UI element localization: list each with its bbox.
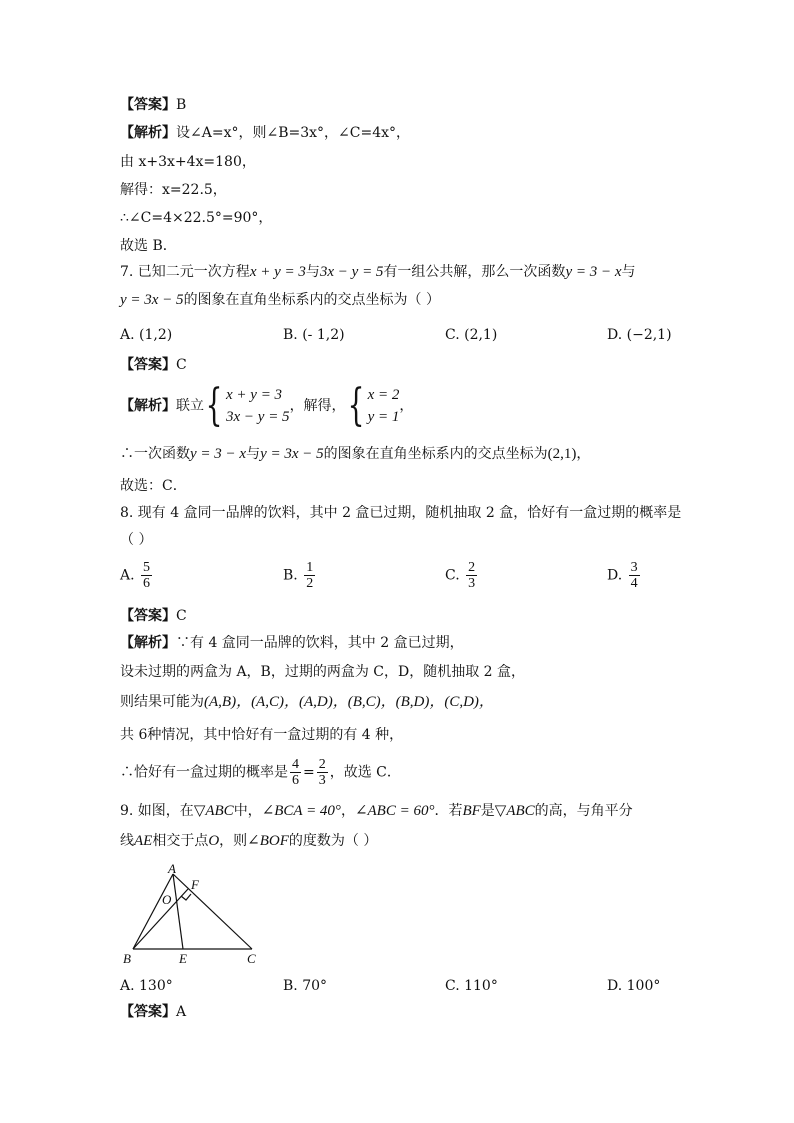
q7-text: 的图象在直角坐标系内的交点坐标为（ ） [183,292,441,308]
q9-point: O [208,833,220,849]
q7-equation-1: x + y = 3 [249,264,306,280]
answer-label: 【答案】 [120,357,176,373]
equation-system-1: { x + y = 3 3x − y = 5 [205,380,290,431]
label-b: B [123,951,131,966]
q7-analysis-2 [120,444,590,464]
q8-outcomes: (A,B)，(A,C)，(A,D)，(B,C)，(B,D)，(C,D)， [204,694,494,710]
answer-label: 【答案】 [120,97,176,113]
q9-text: 是 [480,803,495,819]
q9-text: 的高，与角平分 [534,803,633,819]
equation-system-2: { x = 2 y = 1 [347,380,400,431]
q7-text: 与 [621,264,636,280]
q6-line: 故选 B． [120,238,177,254]
option-label: A. [120,567,135,584]
q9-angle-1: ∠BCA = 40° [261,803,341,819]
q7-point: (2,1) [547,446,577,462]
q8-option-b [283,560,317,591]
q8-analysis-4: 共 6种情况，其中恰好有一盒过期的有 4 种， [120,727,404,743]
option-label: B. [283,567,298,584]
q8-text: 则结果可能为 [120,694,204,710]
q8-text: ∴恰好有一盒过期的概率是 [120,764,288,781]
q9-text: 相交于点 [152,833,209,849]
label-o: O [162,892,172,907]
q7-text: 有一组公共解，那么一次函数 [383,264,566,280]
q7-option-d: D. (−2,1) [607,327,672,343]
label-a: A [168,862,176,876]
q8-option-d [607,560,642,591]
q7-text: 的图象在直角坐标系内的交点坐标为 [323,446,548,462]
q8-option-c [445,560,479,591]
q8-analysis-3 [120,692,494,712]
q9-option-c: C. 110° [445,978,498,994]
q9-text: 线 [120,833,134,849]
q8-answer [120,606,187,626]
q9-segment: BF [462,803,481,819]
equals-sign: = [303,764,315,781]
q7-option-b: B. (- 1,2) [283,327,345,343]
fraction: $\frac{4}{6}$ [292,757,299,788]
answer-value: C [176,608,187,624]
q9-option-b: B. 70° [283,978,328,994]
system-row: x + y = 3 [226,387,283,403]
option-label: D. [607,567,623,584]
q9-text: 9. 如图，在 [120,803,194,819]
q6-analysis-5 [120,236,177,256]
answer-value: C [176,357,187,373]
answer-value: B [176,97,187,113]
q7-stem-2 [120,290,440,310]
q7-text: 联立 [176,398,204,414]
q9-triangle: ▽ABC [193,803,234,819]
q9-option-a: A. 130° [120,978,173,994]
q6-analysis-1 [120,123,410,143]
q7-text: 与 [305,264,320,280]
q7-function-1: y = 3 − x [190,446,247,462]
q6-line: 设∠A=x°，则∠B=3x°，∠C=4x°， [176,125,410,141]
answer-value: A [176,1004,187,1020]
q9-triangle: ▽ABC [494,803,535,819]
q7-analysis-1 [120,380,414,431]
q7-text: ， [399,398,414,414]
option-label: C. [445,567,460,584]
q7-stem-1 [120,262,636,282]
side-ac [173,874,252,949]
q7-conclude: 故选：C． [120,478,187,494]
fraction: $\frac{3}{4}$ [630,560,638,591]
q6-analysis-2 [120,152,256,172]
q7-text: ， [576,446,591,462]
q6-answer [120,95,186,115]
q9-answer [120,1002,186,1022]
q7-text: 7. 已知二元一次方程 [120,264,250,280]
triangle-figure [118,862,278,972]
q9-angle-2: ∠ABC = 60° [354,803,435,819]
q7-text: ∴一次函数 [120,446,190,462]
q8-text: ∵有 4 盒同一品牌的饮料，其中 2 盒已过期， [176,635,464,651]
fraction: $\frac{1}{2}$ [306,560,314,591]
q6-line: 解得：x=22.5， [120,182,227,198]
q7-answer [120,355,187,375]
q6-line: 由 x+3x+4x=180， [120,154,256,170]
analysis-label: 【解析】 [120,398,176,414]
q7-equation-2: 3x − y = 5 [319,264,384,280]
segment-ae [173,874,183,949]
system-row: 3x − y = 5 [226,409,290,425]
answer-label: 【答案】 [120,608,176,624]
q7-function-2: y = 3x − 5 [260,446,324,462]
fraction: $\frac{5}{6}$ [143,560,151,591]
label-f: F [191,877,199,892]
q6-line: ∴∠C=4×22.5°=90°， [120,210,273,226]
system-row: x = 2 [367,387,400,403]
q9-text: ．若 [434,803,463,819]
q8-option-a [120,560,154,591]
analysis-label: 【解析】 [120,125,176,141]
q8-text: ，故选 C． [329,764,401,781]
fraction: $\frac{2}{3}$ [468,560,476,591]
q7-function-2: y = 3x − 5 [120,292,184,308]
q9-text: ， [340,803,355,819]
q7-function-1: y = 3 − x [565,264,622,280]
q7-text: ，解得， [289,398,346,414]
q9-text: 的度数为（ ） [288,833,378,849]
system-row: y = 1 [367,409,400,425]
q9-text: ，则 [219,833,248,849]
q8-stem-1: 8. 现有 4 盒同一品牌的饮料，其中 2 盒已过期，随机抽取 2 盒，恰好有一盒过期的概率是 [120,505,682,521]
answer-label: 【答案】 [120,1004,176,1020]
q8-analysis-5 [120,757,401,788]
q8-analysis-2: 设未过期的两盒为 A，B，过期的两盒为 C，D，随机抽取 2 盒， [120,664,526,680]
label-c: C [247,951,256,966]
q6-analysis-4 [120,208,272,228]
q8-stem-2: （ ） [120,532,153,548]
q9-segment: AE [134,833,153,849]
fraction: $\frac{2}{3}$ [318,757,326,788]
q7-text: 与 [246,446,261,462]
q8-analysis-1 [120,633,464,653]
q9-text: 中， [233,803,262,819]
q6-analysis-3 [120,180,227,200]
label-e: E [179,951,187,966]
q9-option-d: D. 100° [607,978,661,994]
q9-stem-2 [120,831,377,851]
q7-option-c: C. (2,1) [445,327,498,343]
q9-angle-3: ∠BOF [247,833,289,849]
q9-stem-1 [120,801,633,821]
q7-option-a: A. (1,2) [120,327,173,343]
analysis-label: 【解析】 [120,635,176,651]
